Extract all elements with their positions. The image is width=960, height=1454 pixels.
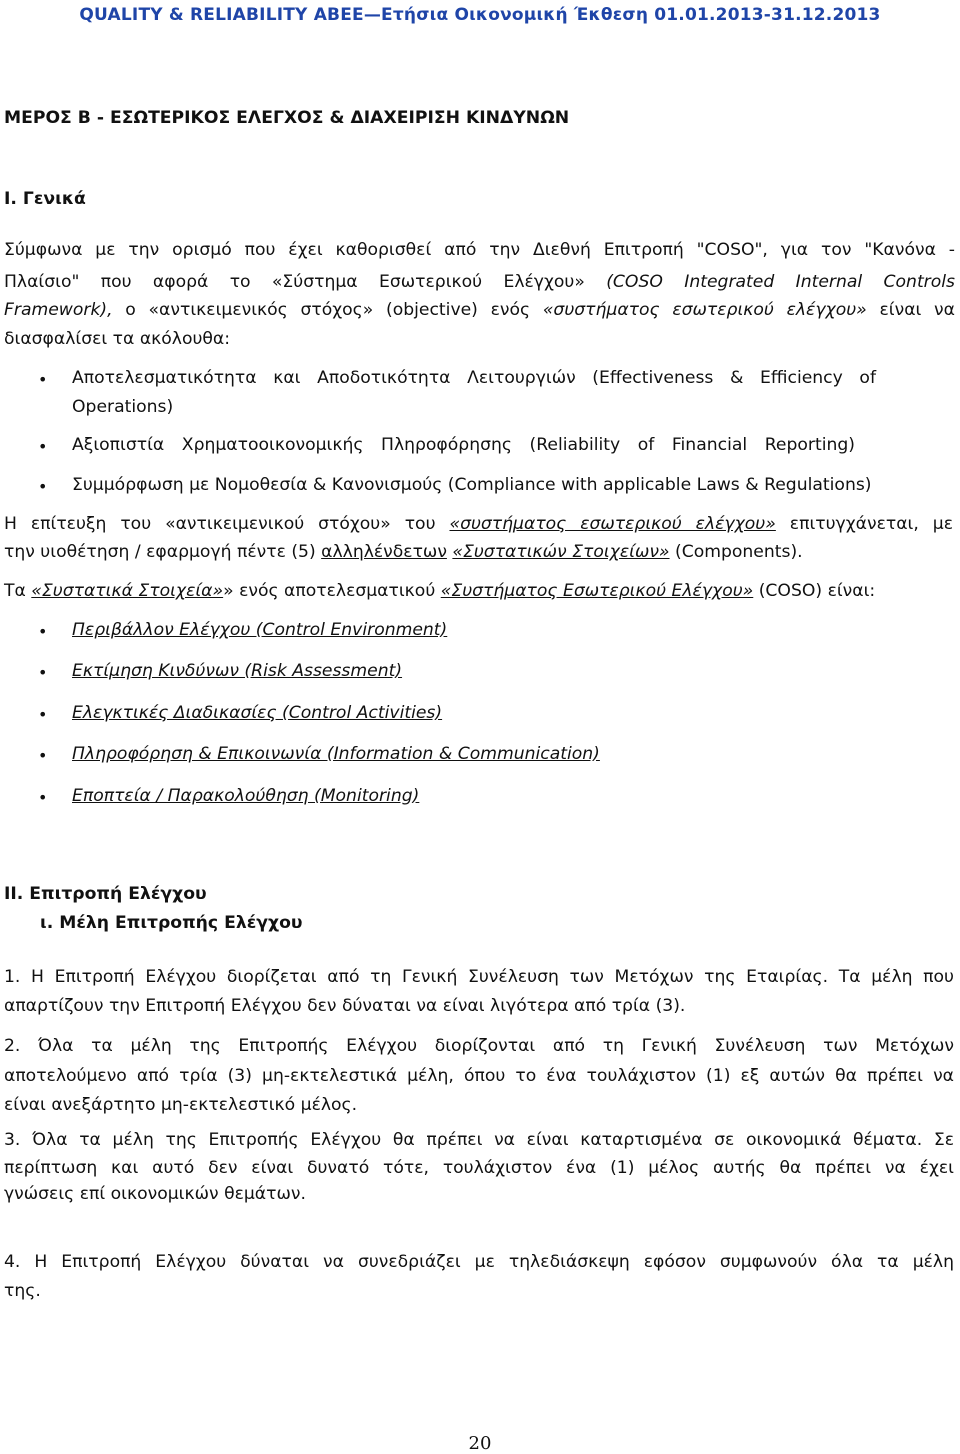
components-term: «Συστατικά Στοιχεία» (31, 581, 224, 601)
framework-word: Framework), (4, 300, 113, 320)
internal-control-system-term: «συστήματος εσωτερικού ελέγχου» (542, 300, 867, 320)
bullet-icon: • (38, 663, 48, 682)
paragraph-2-line-3: είναι ανεξάρτητο μη-εκτελεστικό μέλος. (4, 1095, 358, 1115)
bullet-icon: • (38, 622, 48, 641)
intro-line-1: Σύμφωνα με την ορισμό που έχει καθορισθεί από την Διεθνή Επιτροπή "COSO", για τον "Κανόνα - (4, 240, 955, 260)
body-text: (Components). (669, 542, 803, 562)
components-intro (4, 581, 875, 601)
objective-item-2: Αξιοπιστία Χρηματοοικονομικής Πληροφόρησης (Reliability of Financial Reporting) (72, 435, 855, 455)
bullet-icon: • (38, 788, 48, 807)
section-heading-general: I. Γενικά (4, 189, 86, 209)
paragraph-2-line-2: αποτελούμενο από τρία (3) μη-εκτελεστικά μέλη, όπου το ένα τουλάχιστον (1) εξ αυτών θα πρέπει να (4, 1066, 954, 1086)
objective-item-1-cont: Operations) (72, 397, 174, 417)
intro-text: ο «αντικειμενικός στόχος» (objective) ενός (112, 300, 543, 320)
intro-line-2 (4, 272, 955, 292)
intro-text: Πλαίσιο" που αφορά το «Σύστημα Εσωτερικού Ελέγχου» (4, 272, 607, 292)
bullet-icon: • (38, 370, 48, 389)
component-item-3: Ελεγκτικές Διαδικασίες (Control Activities) (72, 703, 443, 723)
part-title: ΜΕΡΟΣ Β - ΕΣΩΤΕΡΙΚΟΣ ΕΛΕΓΧΟΣ & ΔΙΑΧΕΙΡΙΣΗ ΚΙΝΔΥΝΩΝ (4, 108, 570, 128)
paragraph-4-line-2: της. (4, 1281, 41, 1301)
paragraph-3-line-1: 3. Όλα τα μέλη της Επιτροπής Ελέγχου θα πρέπει να είναι καταρτισμένα σε οικονομικά θέματα. Σε (4, 1130, 954, 1150)
bullet-icon: • (38, 437, 48, 456)
objective-item-3: Συμμόρφωση με Νομοθεσία & Κανονισμούς (Compliance with applicable Laws & Regulations) (72, 475, 872, 495)
internal-control-system-term: «συστήματος εσωτερικού ελέγχου» (449, 514, 776, 534)
intro-line-3 (4, 300, 955, 320)
paragraph-2-line-1: 2. Όλα τα μέλη της Επιτροπής Ελέγχου διορίζονται από τη Γενική Συνέλευση των Μετόχων (4, 1036, 954, 1056)
section-heading-audit-committee: II. Επιτροπή Ελέγχου (4, 884, 207, 904)
paragraph-1-line-1: 1. Η Επιτροπή Ελέγχου διορίζεται από τη Γενική Συνέλευση των Μετόχων της Εταιρίας. Τα μέλη που (4, 967, 954, 987)
components-term: «Συστατικών Στοιχείων» (452, 542, 670, 562)
body-text: Τα (4, 581, 32, 601)
achievement-line-2 (4, 542, 803, 562)
interrelated-word: αλληλένδετων (321, 542, 447, 562)
internal-control-system-term: «Συστήματος Εσωτερικού Ελέγχου» (440, 581, 754, 601)
running-header: QUALITY & RELIABILITY ABEE—Ετήσια Οικονομική Έκθεση 01.01.2013-31.12.2013 (79, 5, 881, 25)
bullet-icon: • (38, 746, 48, 765)
paragraph-3-line-2: περίπτωση και αυτό δεν είναι δυνατό τότε, τουλάχιστον ένα (1) μέλος αυτής θα πρέπει να έχει (4, 1158, 954, 1178)
page-number: 20 (468, 1433, 492, 1454)
body-text: την υιοθέτηση / εφαρμογή πέντε (5) (4, 542, 322, 562)
subheading-committee-members: ι. Μέλη Επιτροπής Ελέγχου (40, 913, 303, 933)
body-text: επιτυγχάνεται, με (775, 514, 953, 534)
component-item-2: Εκτίμηση Κινδύνων (Risk Assessment) (72, 661, 403, 681)
intro-text: είναι να (866, 300, 955, 320)
paragraph-4-line-1: 4. Η Επιτροπή Ελέγχου δύναται να συνεδριάζει με τηλεδιάσκεψη εφόσον συμφωνούν όλα τα μέλη (4, 1252, 954, 1272)
component-item-5: Εποπτεία / Παρακολούθηση (Monitoring) (72, 786, 420, 806)
body-text: » ενός αποτελεσματικού (223, 581, 441, 601)
bullet-icon: • (38, 477, 48, 496)
paragraph-3-line-3: γνώσεις επί οικονομικών θεμάτων. (4, 1184, 306, 1204)
achievement-line-1 (4, 514, 953, 534)
objective-item-1: Αποτελεσματικότητα και Αποδοτικότητα Λειτουργιών (Effectiveness & Efficiency of (72, 368, 876, 388)
body-text: Η επίτευξη του «αντικειμενικού στόχου» του (4, 514, 450, 534)
coso-framework-name: (COSO Integrated Internal Controls (606, 272, 955, 292)
body-text: (COSO) είναι: (753, 581, 876, 601)
component-item-1: Περιβάλλον Ελέγχου (Control Environment) (72, 620, 448, 640)
bullet-icon: • (38, 705, 48, 724)
component-item-4: Πληροφόρηση & Επικοινωνία (Information & Communication) (72, 744, 600, 764)
intro-line-4: διασφαλίσει τα ακόλουθα: (4, 329, 231, 349)
paragraph-1-line-2: απαρτίζουν την Επιτροπή Ελέγχου δεν δύναται να είναι λιγότερα από τρία (3). (4, 996, 686, 1016)
